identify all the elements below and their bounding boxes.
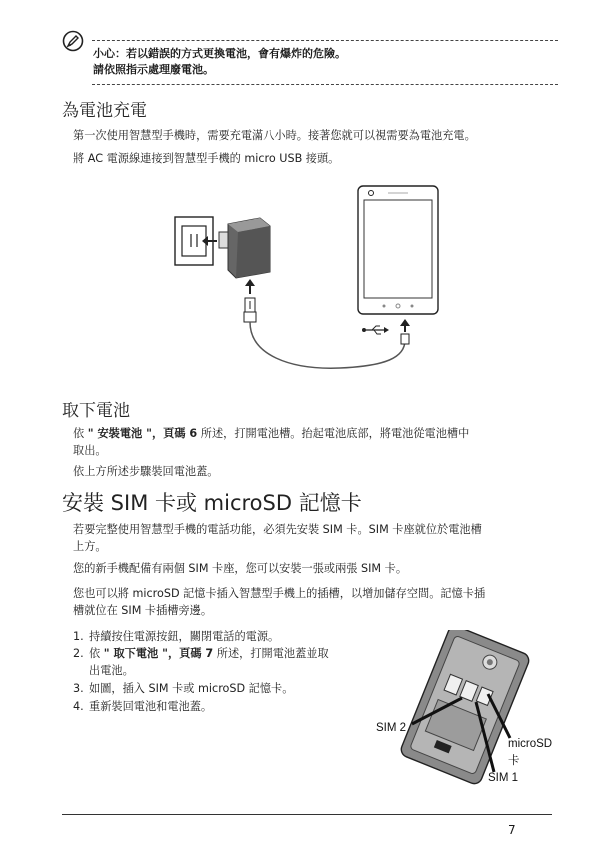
remove-battery-paragraph-1-line-2: 取出。 xyxy=(73,444,107,457)
caution-line-2: 請依照指示處理廢電池。 xyxy=(93,63,214,76)
remove-p1-rest: 所述，打開電池槽。抬起電池底部，將電池從電池槽中 xyxy=(197,427,470,440)
install-battery-reference: " 安裝電池 "，頁碼 6 xyxy=(87,427,198,440)
step-text: 重新裝回電池和電池蓋。 xyxy=(89,700,213,713)
remove-battery-paragraph-1 xyxy=(73,425,469,442)
caution-bottom-divider xyxy=(92,84,558,85)
step-1 xyxy=(73,628,279,645)
remove-p1-prefix: 依 xyxy=(73,427,88,440)
sim-paragraph-3-line-1: 您也可以將 microSD 記憶卡插入智慧型手機上的插槽，以增加儲存空間。記憶卡插 xyxy=(73,587,486,600)
step-number: 2. xyxy=(73,647,84,660)
charging-illustration xyxy=(170,180,450,380)
step-number: 1. xyxy=(73,630,84,643)
caution-line-1: 小心：若以錯誤的方式更換電池，會有爆炸的危險。 xyxy=(93,47,346,60)
sim-paragraph-3-line-2: 槽就位在 SIM 卡插槽旁邊。 xyxy=(73,604,213,617)
caution-pencil-icon xyxy=(62,30,84,52)
step-3 xyxy=(73,680,293,697)
step-number: 3. xyxy=(73,682,84,695)
sim-paragraph-2: 您的新手機配備有兩個 SIM 卡座，您可以安裝一張或兩張 SIM 卡。 xyxy=(73,562,408,575)
step-text: 如圖，插入 SIM 卡或 microSD 記憶卡。 xyxy=(89,682,294,695)
charging-paragraph-1: 第一次使用智慧型手機時，需要充電滿八小時。接著您就可以視需要為電池充電。 xyxy=(73,129,476,142)
callout-microsd-line-1: microSD xyxy=(508,738,553,750)
step-prefix: 依 xyxy=(89,647,104,660)
step-text: 持續按住電源按鈕，關閉電話的電源。 xyxy=(89,630,280,643)
footer-divider xyxy=(62,814,552,815)
charging-heading: 為電池充電 xyxy=(62,101,147,121)
page-number: 7 xyxy=(508,823,516,837)
sim-heading: 安裝 SIM 卡或 microSD 記憶卡 xyxy=(62,491,362,515)
sim-paragraph-1-line-1: 若要完整使用智慧型手機的電話功能，必須先安裝 SIM 卡。SIM 卡座就位於電池槽 xyxy=(73,523,482,536)
remove-battery-reference: " 取下電池 "，頁碼 7 xyxy=(103,647,214,660)
step-2-line-2: 出電池。 xyxy=(89,664,134,677)
charging-paragraph-2: 將 AC 電源線連接到智慧型手機的 micro USB 接頭。 xyxy=(73,152,340,165)
remove-battery-heading: 取下電池 xyxy=(62,401,130,421)
caution-top-divider xyxy=(92,40,558,41)
step-4 xyxy=(73,698,212,715)
remove-battery-paragraph-2: 依上方所述步驟裝回電池蓋。 xyxy=(73,465,219,478)
step-rest: 所述，打開電池蓋並取 xyxy=(213,647,329,660)
step-2 xyxy=(73,645,329,662)
callout-microsd-line-2: 卡 xyxy=(508,755,520,767)
callout-sim-1: SIM 1 xyxy=(488,772,519,784)
step-number: 4. xyxy=(73,700,84,713)
callout-sim-2: SIM 2 xyxy=(376,722,407,734)
sim-paragraph-1-line-2: 上方。 xyxy=(73,540,107,553)
